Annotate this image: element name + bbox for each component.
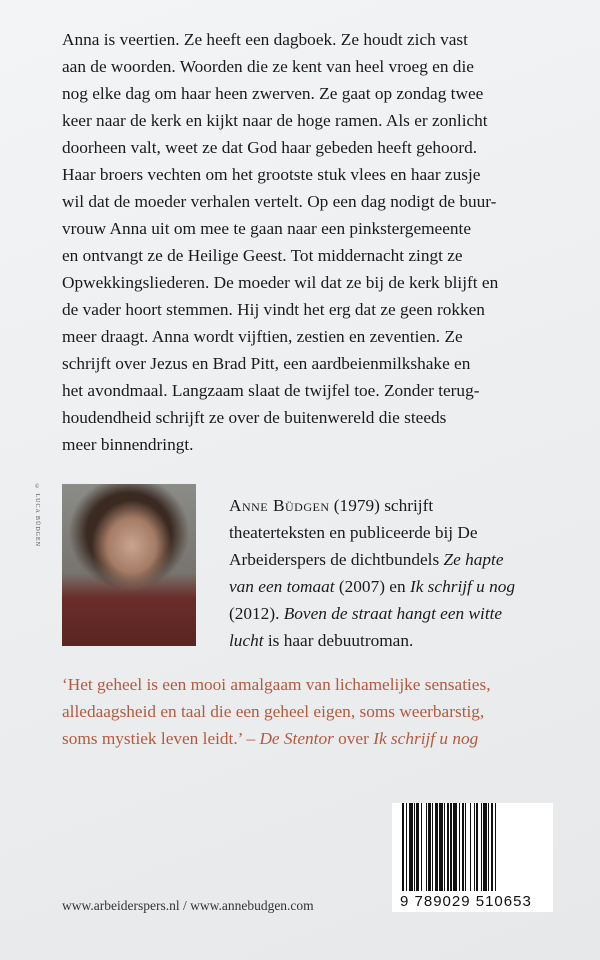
author-photo [62, 484, 196, 646]
bio-text: Arbeiderspers de dichtbundels [229, 550, 444, 569]
quote-source: De Stentor [259, 729, 334, 748]
blurb-line: meer binnendringt. [62, 435, 194, 454]
book-title: Ik schrijf u nog [409, 577, 516, 596]
blurb-line: schrijft over Jezus en Brad Pitt, een aardbeienmilkshake en [62, 354, 471, 373]
book-title: Boven de straat hangt een witte [283, 604, 503, 623]
blurb-line: nog elke dag om haar heen zwerven. Ze gaat op zondag twee [62, 84, 484, 103]
bio-text: theaterteksten en publiceerde bij De [229, 523, 478, 542]
book-title: Ik schrijf u nog [373, 729, 479, 748]
barcode-bars [402, 803, 542, 891]
blurb-line: wil dat de moeder verhalen vertelt. Op een dag nodigt de buur- [62, 192, 497, 211]
blurb-line: keer naar de kerk en kijkt naar de hoge ramen. Als er zonlicht [62, 111, 488, 130]
blurb-line: en ontvangt ze de Heilige Geest. Tot middernacht zingt ze [62, 246, 463, 265]
blurb-line: de vader hoort stemmen. Hij vindt het erg dat ze geen rokken [62, 300, 485, 319]
blurb-line: doorheen valt, weet ze dat God haar gebeden heeft gehoord. [62, 138, 478, 157]
blurb-line: Opwekkingsliederen. De moeder wil dat ze bij de kerk blijft en [62, 273, 499, 292]
blurb-line: meer draagt. Anna wordt vijftien, zestien en zeventien. Ze [62, 327, 463, 346]
bio-text: is haar debuutroman. [263, 631, 414, 650]
blurb-line: vrouw Anna uit om mee te gaan naar een pinkstergemeente [62, 219, 472, 238]
photo-credit: © LUCA BÜDGEN [34, 484, 40, 548]
quote-text: soms mystiek leven leidt.’ – [62, 729, 260, 748]
author-name: Anne Büdgen [229, 496, 330, 515]
blurb-line: Anna is veertien. Ze heeft een dagboek. Ze houdt zich vast [62, 30, 468, 49]
blurb-line: Haar broers vechten om het grootste stuk vlees en haar zusje [62, 165, 481, 184]
book-title: lucht [229, 631, 264, 650]
review-quote [62, 671, 582, 752]
isbn-barcode [392, 803, 553, 912]
website-urls: www.arbeiderspers.nl / www.annebudgen.com [62, 898, 314, 913]
book-title: van een tomaat [229, 577, 335, 596]
bio-text: (1979) schrijft [329, 496, 434, 515]
quote-text: ‘Het geheel is een mooi amalgaam van lichamelijke sensaties, [62, 675, 491, 694]
blurb-line: houdendheid schrijft ze over de buitenwereld die steeds [62, 408, 447, 427]
blurb-text [62, 26, 562, 458]
isbn-number: 9 789029 510653 [400, 893, 532, 910]
author-bio [229, 492, 549, 654]
blurb-line: aan de woorden. Woorden die ze kent van heel vroeg en die [62, 57, 474, 76]
blurb-line: het avondmaal. Langzaam slaat de twijfel toe. Zonder terug- [62, 381, 480, 400]
quote-text: alledaagsheid en taal die een geheel eigen, soms weerbarstig, [62, 702, 485, 721]
bio-text: (2012). [229, 604, 284, 623]
quote-text: over [333, 729, 374, 748]
bio-text: (2007) en [334, 577, 410, 596]
book-title: Ze hapte [443, 550, 504, 569]
